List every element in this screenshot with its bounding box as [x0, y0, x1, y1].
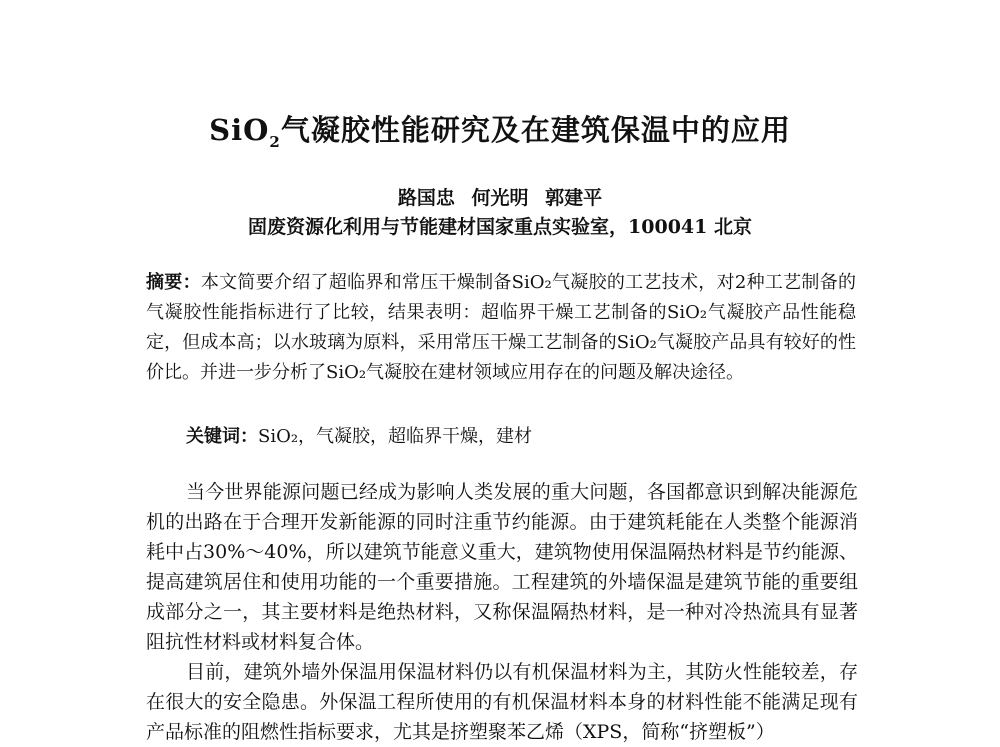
abstract-label: 摘要：	[146, 272, 201, 293]
title-prefix: SiO	[209, 113, 270, 147]
title-rest: 气凝胶性能研究及在建筑保温中的应用	[280, 113, 791, 147]
abstract-text: 本文简要介绍了超临界和常压干燥制备SiO₂气凝胶的工艺技术，对2种工艺制备的气凝胶性能指标进行了比较，结果表明：超临界干燥工艺制备的SiO₂气凝胶产品性能稳定，但成本高；以水玻璃为原料，采用常压干燥工艺制备的SiO₂气凝胶产品具有较好的性价比。并进一步分析了SiO₂气凝胶在建材领域应用存在的问题及解决途径。	[146, 272, 857, 383]
author-list: 路国忠 何光明 郭建平	[397, 187, 603, 209]
keywords	[186, 422, 856, 452]
abstract	[146, 268, 856, 388]
keywords-text: SiO₂，气凝胶，超临界干燥，建材	[258, 426, 533, 447]
title-subscript: 2	[269, 132, 281, 151]
body-paragraph-1: 当今世界能源问题已经成为影响人类发展的重大问题，各国都意识到解决能源危机的出路在于合理开发新能源的同时注重节约能源。由于建筑耗能在人类整个能源消耗中占30%～40%，所以建筑节能意义重大，建筑物使用保温隔热材料是节约能源、提高建筑居住和使用功能的一个重要措施。工程建筑的外墙保温是建筑节能的重要组成部分之一，其主要材料是绝热材料，又称保温隔热材料，是一种对冷热流具有显著阻抗性材料或材料复合体。	[146, 481, 858, 653]
paper-title	[0, 108, 1000, 151]
keywords-label: 关键词：	[186, 426, 258, 447]
affiliation: 固废资源化利用与节能建材国家重点实验室，100041 北京	[248, 216, 752, 238]
body-paragraph-2: 目前，建筑外墙外保温用保温材料仍以有机保温材料为主，其防火性能较差，存在很大的安全隐患。外保温工程所使用的有机保温材料本身的材料性能不能满足现有产品标准的阻燃性指标要求，尤其是挤塑聚苯乙烯（XPS，简称“挤塑板”）	[146, 661, 858, 743]
